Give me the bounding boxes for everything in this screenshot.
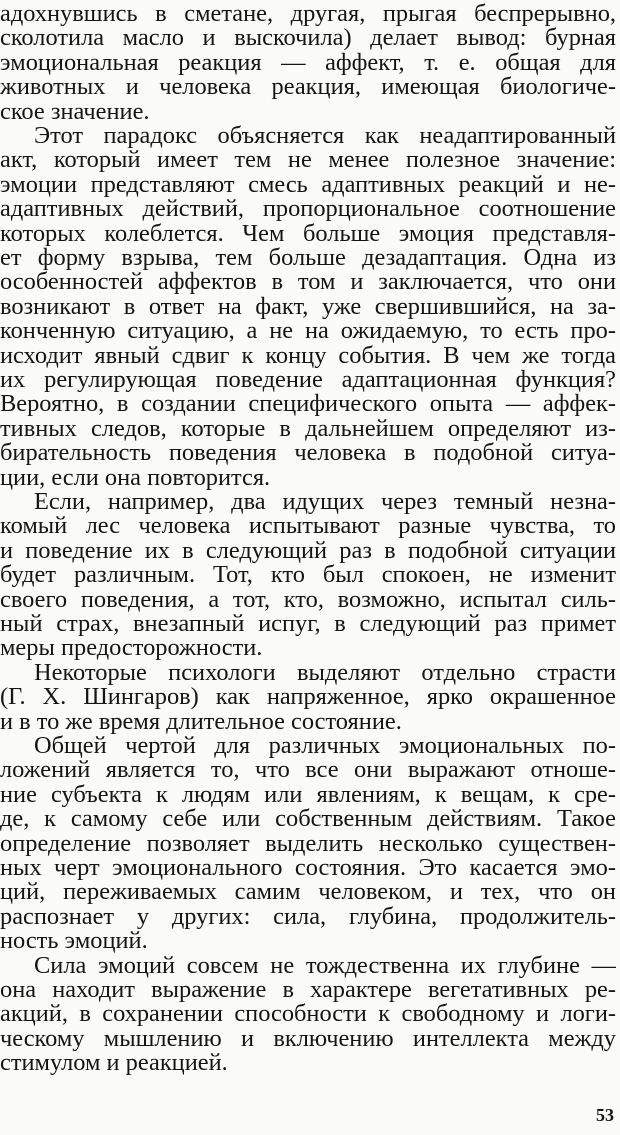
text-line: и поведение их в следующий раз в подобной ситуации	[0, 538, 616, 564]
text-line: она находит выражение в характере вегетативных ре-	[0, 978, 616, 1003]
text-line: адохнувшись в сметане, другая, прыгая беспрерывно,	[0, 2, 616, 27]
text-line: (Г. Х. Шингаров) как напряженное, ярко окрашенное	[0, 685, 616, 710]
text-line: ческому мышлению и включению интеллекта между	[0, 1026, 616, 1052]
text-line: и в то же время длительное состояние.	[0, 709, 402, 734]
text-line: животных и человека реакция, имеющая биологиче-	[0, 75, 616, 100]
text-line: ность эмоций.	[0, 929, 148, 954]
text-line: ных черт эмоционального состояния. Это касается эмо-	[0, 856, 616, 881]
text-line: ложений является то, что все они выражают отноше-	[0, 758, 616, 783]
text-line: ское значение.	[0, 99, 150, 124]
text-line: своего поведения, а тот, кто, возможно, испытал силь-	[0, 587, 616, 612]
text-line: тивных следов, которые в дальнейшем определяют из-	[0, 416, 616, 442]
text-line: ций, переживаемых самим человеком, и тех, что он	[0, 880, 616, 905]
text-line: акт, который имеет тем не менее полезное значение:	[0, 148, 616, 173]
text-line: распознает у других: сила, глубина, продолжитель-	[0, 904, 616, 930]
text-line: Вероятно, в создании специфического опыта — аффек-	[0, 392, 616, 417]
text-line: сколотила масло и выскочила) делает вывод: бурная	[0, 26, 616, 51]
text-line: эмоции представляют смесь адаптивных реакций и не-	[0, 172, 616, 198]
text-line: ние субъекта к людям или явлениям, к вещам, к сре-	[0, 782, 616, 808]
text-line: бирательность поведения человека в подобной ситуа-	[0, 441, 616, 466]
text-line: их регулирующая поведение адаптационная функция?	[0, 368, 616, 393]
text-line: эмоциональная реакция — аффект, т. е. общая для	[0, 50, 616, 76]
text-line: де, к самому себе или собственным действиям. Такое	[0, 807, 616, 832]
text-line: конченную ситуацию, а не на ожидаемую, то есть про-	[0, 319, 616, 344]
text-line: ет форму взрыва, тем больше дезадаптация. Одна из	[0, 246, 616, 271]
text-line: Если, например, два идущих через темный незна-	[34, 490, 616, 515]
text-line: меры предосторожности.	[0, 636, 263, 661]
text-line: Сила эмоций совсем не тождественна их глубине —	[34, 953, 616, 978]
text-line: ции, если она повторится.	[0, 465, 271, 490]
text-line: адаптивных действий, пропорциональное соотношение	[0, 197, 616, 222]
page-number: 53	[596, 1105, 614, 1125]
text-line: определение позволяет выделить несколько существен-	[0, 831, 616, 856]
text-line: ный страх, внезапный испуг, в следующий раз примет	[0, 612, 616, 637]
text-line: возникают в ответ на факт, уже свершившийся, на за-	[0, 294, 616, 320]
text-line: будет различным. Тот, кто был спокоен, не изменит	[0, 563, 616, 588]
text-line: комый лес человека испытывают разные чувства, то	[0, 514, 616, 539]
text-line: акций, в сохранении способности к свободному и логи-	[0, 1002, 616, 1027]
text-line: особенностей аффектов в том и заключается, что они	[0, 270, 616, 295]
text-line: Общей чертой для различных эмоциональных по-	[34, 734, 616, 759]
text-line: Некоторые психологи выделяют отдельно страсти	[34, 660, 616, 686]
text-line: которых колеблется. Чем больше эмоция представля-	[0, 221, 616, 246]
text-line: исходит явный сдвиг к концу события. В чем же тогда	[0, 343, 616, 368]
text-line: Этот парадокс объясняется как неадаптированный	[34, 124, 616, 149]
text-line: стимулом и реакцией.	[0, 1051, 228, 1076]
